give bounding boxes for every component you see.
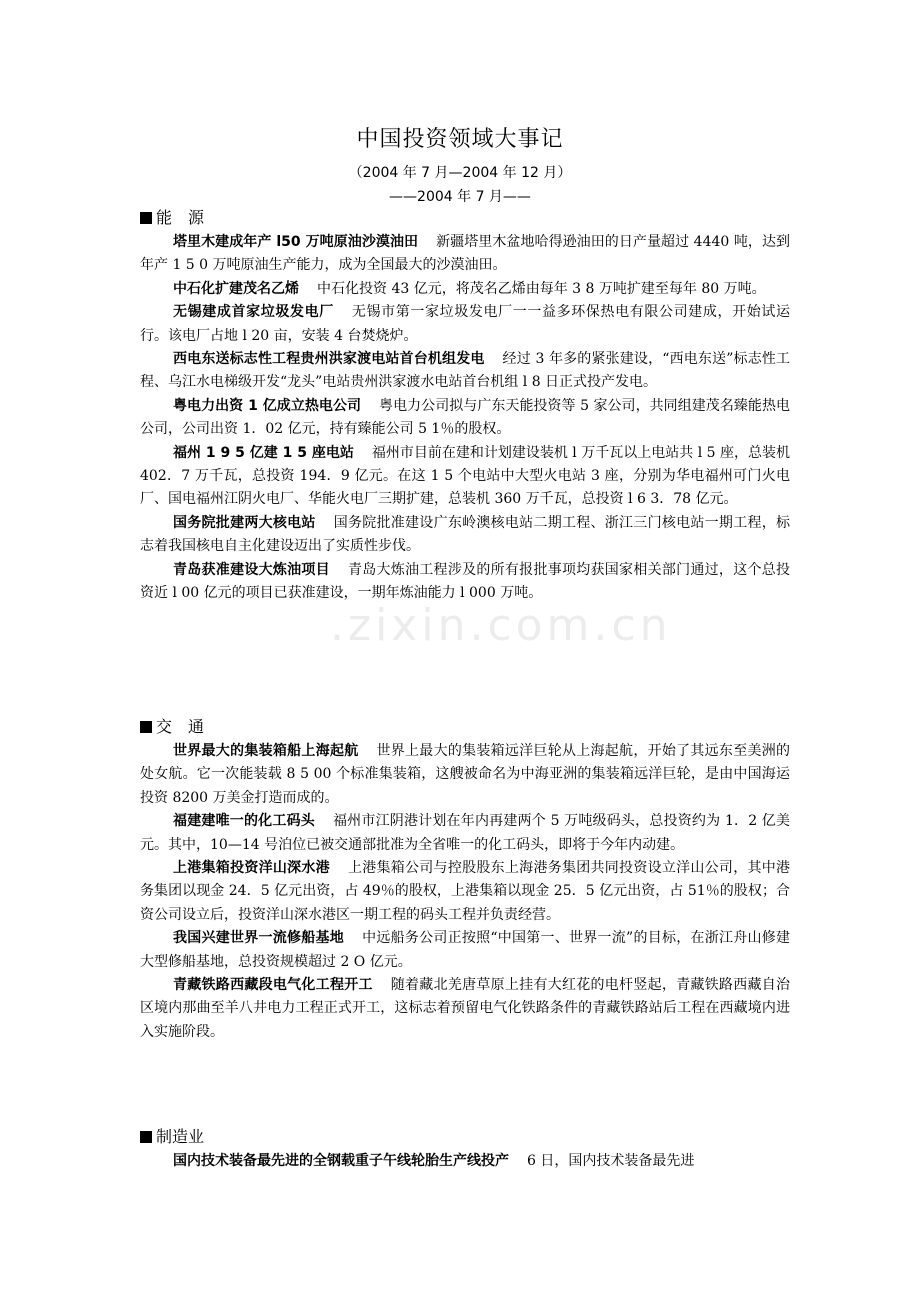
news-headline: 青岛获准建设大炼油项目 — [173, 561, 330, 578]
square-bullet-icon — [140, 721, 152, 733]
news-body: 随着藏北羌唐草原上挂有大红花的电杆竖起，青藏铁路西藏自治区境内那曲至羊八井电力工程正式开工，这标志着预留电气化铁路条件的青藏铁路站后工程在西藏境内进入实施阶段。 — [140, 977, 791, 1040]
news-headline: 福州 1 9 5 亿建 1 5 座电站 — [173, 444, 354, 461]
watermark: .zixin.com.cn — [330, 600, 672, 651]
news-body: 世界上最大的集装箱远洋巨轮从上海起航，开始了其远东至美洲的处女航。它一次能装载 8 5 00 个标准集装箱，这艘被命名为中海亚洲的集装箱远洋巨轮，是由中国海运投资 8200 万美金打造而成的。 — [140, 743, 791, 806]
news-body: 福州市江阴港计划在年内再建两个 5 万吨级码头，总投资约为 1．2 亿美元。其中，10—14 号泊位已被交通部批准为全省唯一的化工码头，即将于今年内动建。 — [140, 813, 791, 853]
news-body: 经过 3 年多的紧张建设，“西电东送”标志性工程、乌江水电梯级开发“龙头”电站贵州洪家渡水电站首台机组 l 8 日正式投产发电。 — [140, 351, 791, 391]
news-item — [140, 278, 790, 301]
section-heading: 能 源 — [140, 207, 790, 229]
news-headline: 国务院批建两大核电站 — [173, 514, 316, 531]
news-body: 上港集箱公司与控股股东上海港务集团共同投资设立洋山公司，其中港务集团以现金 24．5 亿元出资，占 49％的股权，上港集箱以现金 25．5 亿元出资，占 51％的股权；合资公司设立后，投资洋山深水港区一期工程的码头工程并负责经营。 — [140, 860, 791, 923]
news-item — [140, 395, 790, 442]
news-body: 新疆塔里木盆地哈得逊油田的日产量超过 4440 吨，达到年产 1 5 0 万吨原油生产能力，成为全国最大的沙漠油田。 — [140, 234, 791, 274]
section-energy — [140, 207, 790, 606]
news-headline: 无锡建成首家垃圾发电厂 — [173, 304, 334, 321]
news-body: 中石化投资 43 亿元，将茂名乙烯由每年 3 8 万吨扩建至每年 80 万吨。 — [317, 280, 766, 297]
news-item — [140, 974, 790, 1044]
news-headline: 上港集箱投资洋山深水港 — [173, 860, 330, 877]
news-headline: 西电东送标志性工程贵州洪家渡电站首台机组发电 — [173, 351, 485, 368]
date-range-subtitle: （2004 年 7 月—2004 年 12 月） — [348, 165, 572, 181]
news-item — [140, 301, 790, 348]
section-transport — [140, 716, 790, 1044]
news-headline: 国内技术装备最先进的全钢载重子午线轮胎生产线投产 — [173, 1153, 509, 1169]
news-item — [140, 857, 790, 927]
news-item — [140, 442, 790, 512]
square-bullet-icon — [140, 212, 152, 224]
news-item — [140, 512, 790, 559]
section-manufacturing — [140, 1126, 790, 1173]
news-headline: 青藏铁路西藏段电气化工程开工 — [173, 977, 373, 994]
news-body: 中远船务公司正按照“中国第一、世界一流”的目标，在浙江舟山修建大型修船基地，总投资规模超过 2 O 亿元。 — [140, 930, 790, 970]
news-item — [140, 927, 790, 974]
news-item — [140, 1150, 790, 1173]
section-heading: 制造业 — [140, 1126, 790, 1148]
news-item — [140, 559, 790, 606]
news-headline: 福建建唯一的化工码头 — [173, 813, 315, 830]
news-headline: 世界最大的集装箱船上海起航 — [173, 743, 359, 759]
news-headline: 中石化扩建茂名乙烯 — [173, 280, 299, 297]
section-heading: 交 通 — [140, 716, 790, 738]
news-item — [140, 740, 790, 810]
news-headline: 塔里木建成年产 l50 万吨原油沙漠油田 — [173, 234, 419, 250]
news-item — [140, 231, 790, 278]
news-headline: 粤电力出资 1 亿成立热电公司 — [173, 397, 362, 414]
news-item — [140, 810, 790, 857]
month-heading: ——2004 年 7 月—— — [389, 189, 531, 205]
square-bullet-icon — [140, 1131, 152, 1143]
news-headline: 我国兴建世界一流修船基地 — [173, 930, 345, 947]
news-item — [140, 348, 790, 395]
news-body: 青岛大炼油工程涉及的所有报批事项均获国家相关部门通过，这个总投资近 l 00 亿元的项目已获准建设，一期年炼油能力 l 000 万吨。 — [140, 561, 791, 602]
news-body: 国务院批准建设广东岭澳核电站二期工程、浙江三门核电站一期工程，标志着我国核电自主化建设迈出了实质性步伐。 — [140, 514, 791, 555]
news-body: 粤电力公司拟与广东天能投资等 5 家公司，共同组建茂名臻能热电公司，公司出资 1．02 亿元，持有臻能公司 5 1％的股权。 — [140, 397, 790, 438]
page-title: 中国投资领域大事记 — [356, 127, 564, 152]
news-body: 福州市目前在建和计划建设装机 l 万千瓦以上电站共 l 5 座，总装机 402．7 万千瓦，总投资 194．9 亿元。在这 1 5 个电站中大型火电站 3 座，分别为华电福州可门火电厂、国电福州江阴火电厂、华能火电厂三期扩建，总装机 360 万千瓦，总投资 l 6 3．78 亿元。 — [140, 444, 790, 508]
news-body: 6 日，国内技术装备最先进 — [527, 1153, 695, 1169]
news-body: 无锡市第一家垃圾发电厂一一益多环保热电有限公司建成，开始试运行。该电厂占地 l 20 亩，安装 4 台焚烧炉。 — [140, 304, 790, 344]
